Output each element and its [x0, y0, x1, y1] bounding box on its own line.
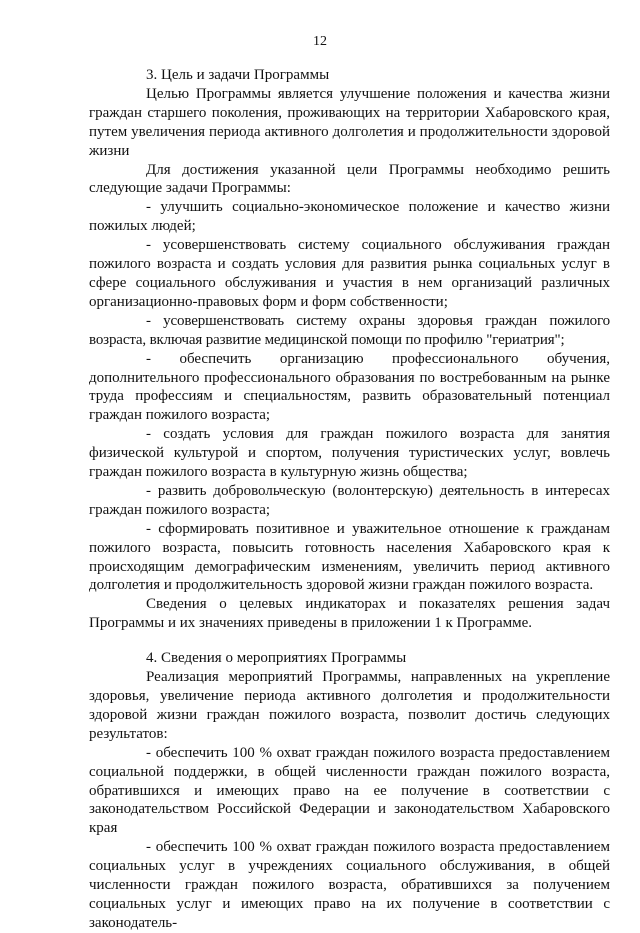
result-list-item: - обеспечить 100 % охват граждан пожилого возраста предоставлением социальных услуг в учреждениях социального обслуживания, в общей численности граждан пожилого возраста, обратившихся за получением социальных услуг и имеющих право на их получение в соответствии с законодатель- — [89, 839, 610, 931]
page-number: 12 — [313, 34, 327, 49]
section-4-heading: 4. Сведения о мероприятиях Программы — [146, 650, 407, 667]
task-list-item: - создать условия для граждан пожилого возраста для занятия физической культурой и спортом, получения туристических услуг, вовлечь граждан пожилого возраста в культурную жизнь общества; — [89, 426, 610, 481]
task-list-item: - усовершенствовать систему охраны здоровья граждан пожилого возраста, включая развитие медицинской помощи по профилю "гериатрия"; — [89, 312, 610, 348]
section-3-paragraph: Целью Программы является улучшение положения и качества жизни граждан старшего поколения, проживающих на территории Хабаровского края, путем увеличения периода активного долголетия и продолжительности здоровой жизни — [89, 85, 610, 159]
document-body — [89, 66, 610, 933]
task-list-item: - сформировать позитивное и уважительное отношение к гражданам пожилого возраста, повысить готовность населения Хабаровского края к происходящим демографическим изменениям, увеличить период активного долголетия и продолжительность здоровой жизни граждан пожилого возраста. — [89, 520, 610, 594]
task-list-item: - обеспечить организацию профессионального обучения, дополнительного профессионального образования по востребованным на рынке труда профессиям и специальностям, развить образовательный потенциал граждан пожилого возраста; — [89, 350, 610, 424]
task-list-item: - усовершенствовать систему социального обслуживания граждан пожилого возраста и создать условия для развития рынка социальных услуг в сфере социального обслуживания и участия в нем организаций различных организационно-правовых форм и форм собственности; — [89, 237, 610, 310]
task-list-item: - развить добровольческую (волонтерскую) деятельность в интересах граждан пожилого возраста; — [89, 482, 610, 518]
section-3-heading: 3. Цель и задачи Программы — [146, 67, 330, 83]
section-3-paragraph: Для достижения указанной цели Программы необходимо решить следующие задачи Программы: — [89, 161, 610, 197]
task-list-item: - улучшить социально-экономическое положение и качество жизни пожилых людей; — [89, 199, 610, 235]
section-4-paragraph: Реализация мероприятий Программы, направленных на укрепление здоровья, увеличение периода активного долголетия и продолжительности здоровой жизни граждан пожилого возраста, позволит достичь следующих результатов: — [89, 669, 610, 742]
section-3-paragraph: Сведения о целевых индикаторах и показателях решения задач Программы и их значениях приведены в приложении 1 к Программе. — [89, 596, 610, 632]
result-list-item: - обеспечить 100 % охват граждан пожилого возраста предоставлением социальной поддержки, в общей численности граждан пожилого возраста, обратившихся и имеющих право на ее получение в соответствии с законодательством Российской Федерации и законодательством Хабаровского края — [89, 744, 610, 837]
